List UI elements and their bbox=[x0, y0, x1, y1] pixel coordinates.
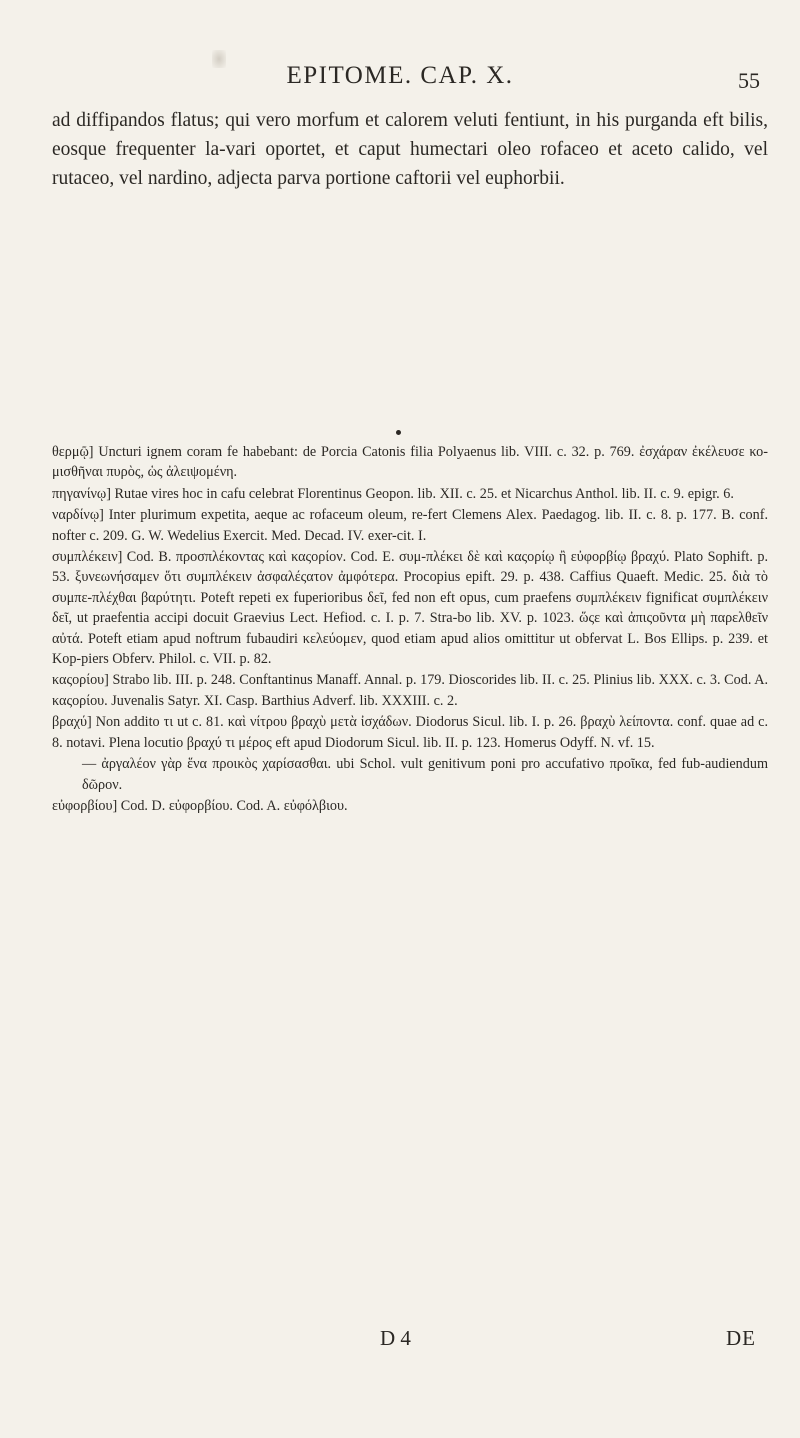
catchword: DE bbox=[726, 1326, 756, 1350]
note-euphorbiou: εὐφορβίου] Cod. D. εὐφορβίου. Cod. A. εὐφόλβιου. bbox=[52, 797, 348, 814]
note-brachy: βραχύ] Non addito τι ut c. 81. καὶ νίτρου βραχὺ μετὰ ἰσχάδων. Diodorus Sicul. lib. I. p. 26. βραχὺ λείποντα. conf. quae ad c. 8. notavi. Plena locutio βραχύ τι μέρος eft apud Diodorum Sicul. lib. II. p. 123. Homerus Odyff. N. vf. 15. bbox=[52, 714, 768, 751]
running-title: EPITOME. CAP. X. bbox=[286, 62, 514, 89]
note-nardino: ναρδίνῳ] Inter plurimum expetita, aeque ac rofaceum oleum, re-fert Clemens Alex. Paedagog. lib. II. c. 8. p. 177. B. conf. nofter c. 209. G. W. Wedelius Exercit. Med. Decad. IV. exer-cit. I. bbox=[52, 507, 768, 544]
main-text: ad diffipandos flatus; qui vero morfum et calorem veluti fentiunt, in his purganda eft bilis, eosque frequenter la-vari oportet, et caput humectari oleo rofaceo et aceto calido, vel rutaceo, vel nardino, adjecta parva portione caftorii vel euphorbii. bbox=[52, 110, 768, 189]
note-thermo: θερμῷ] Uncturi ignem coram fe habebant: de Porcia Catonis filia Polyaenus lib. VIII. c. 32. p. 769. ἐσχάραν ἐκέλευσε κο-μισθῆναι πυρὸς, ὡς ἀλειψομένη. bbox=[52, 444, 768, 481]
note-homer-quote: — ἀργαλέον γὰρ ἕνα προικὸς χαρίσασθαι. ubi Schol. vult genitivum poni pro accufativo προῖκα, fed fub-audiendum δῶρον. bbox=[82, 756, 768, 793]
note-symplekein: συμπλέκειν] Cod. B. προσπλέκοντας καὶ καςορίον. Cod. E. συμ-πλέκει δὲ καὶ καςορίῳ ἢ εὐφορβίῳ βραχύ. Plato Sophift. p. 53. ξυνεωνήσαμεν ὅτι συμπλέκειν ἀσφαλέςατον ἀμφότερα. Procopius epift. 29. p. 438. Caffius Quaeft. Medic. 25. διὰ τὸ συμπε-πλέχθαι βαρύτητι. Poteft repeti ex fuperioribus δεῖ, fed non eft opus, cum praefens συμπλέκειν fignificat συμπλέκειν δεῖ, ut praefentia accipi docuit Graevius Lect. Hefiod. c. I. p. 7. Stra-bo lib. XV. p. 1023. ὥςε καὶ ἀπιςοῦντα μὴ παρελθεῖν αὐτά. Poteft etiam apud noftrum fubaudiri κελεύομεν, quod etiam apud alios omittitur ut obfervat L. Bos Ellips. p. 239. et Kop-piers Obferv. Philol. c. VII. p. 82. bbox=[52, 549, 768, 668]
footnotes bbox=[52, 442, 768, 817]
note-kastoriou: καςορίου] Strabo lib. III. p. 248. Conftantinus Manaff. Annal. p. 179. Dioscorides lib. II. c. 25. Plinius lib. XXX. c. 3. Cod. A. καςορίου. Juvenalis Satyr. XI. Casp. Barthius Adverf. lib. XXXIII. c. 2. bbox=[52, 672, 768, 709]
note-peganino: πηγανίνῳ] Rutae vires hoc in cafu celebrat Florentinus Geopon. lib. XII. c. 25. et Nicarchus Anthol. lib. II. c. 9. epigr. 6. bbox=[52, 485, 734, 502]
signature-mark: D 4 bbox=[380, 1326, 411, 1350]
page-number: 55 bbox=[738, 68, 760, 93]
separator-dot bbox=[396, 430, 401, 435]
